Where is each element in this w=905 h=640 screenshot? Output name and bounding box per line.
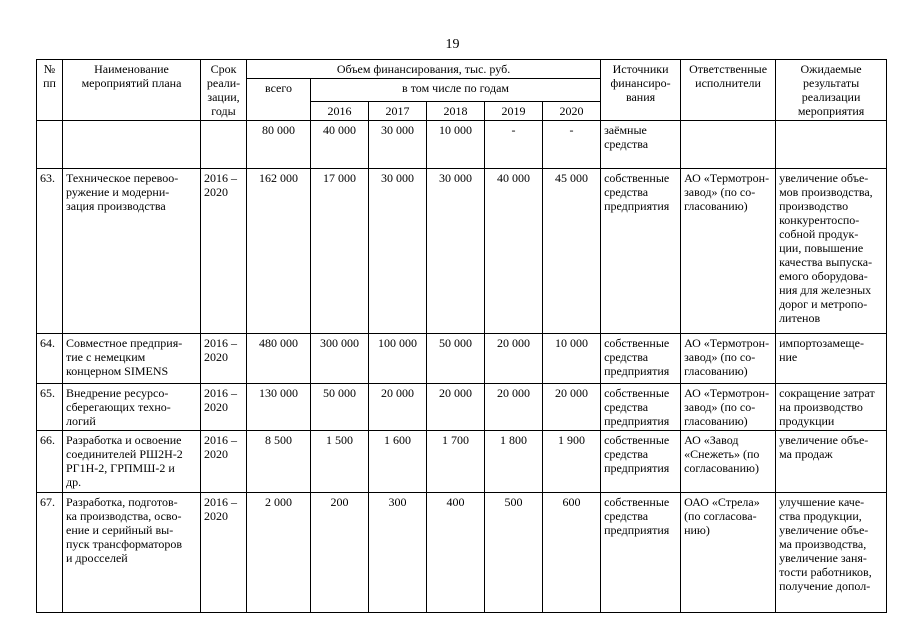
cell-term-line: 2020 xyxy=(204,509,228,523)
cell-executor xyxy=(681,169,776,334)
cell-result-line: ции, повышение xyxy=(779,241,864,255)
cell-term-line: 2016 – xyxy=(204,433,237,447)
cell-2017: 100 000 xyxy=(369,334,427,384)
cell-executor-line: завод» (по со- xyxy=(684,185,756,199)
cell-name-line: ка производства, осво- xyxy=(66,509,182,523)
cell-result xyxy=(776,493,887,613)
cell-result-line: ма продаж xyxy=(779,447,833,461)
cell-2020: - xyxy=(543,121,601,169)
cell-2018: 10 000 xyxy=(427,121,485,169)
cell-name-line: др. xyxy=(66,475,82,489)
table-row xyxy=(37,121,887,169)
cell-result-line: ние xyxy=(779,350,798,364)
cell-2020: 20 000 xyxy=(543,384,601,431)
cell-result-line: ства продукции, xyxy=(779,509,862,523)
cell-2016: 200 xyxy=(311,493,369,613)
cell-source-line: средства xyxy=(604,350,649,364)
cell-name-line: и дросселей xyxy=(66,551,128,565)
cell-2017: 30 000 xyxy=(369,169,427,334)
page-number: 19 xyxy=(445,37,460,52)
cell-result-line: улучшение каче- xyxy=(779,495,865,509)
cell-2019: 40 000 xyxy=(485,169,543,334)
cell-term-line: 2020 xyxy=(204,185,228,199)
cell-name xyxy=(63,431,201,493)
header-year: 2017 xyxy=(369,102,427,121)
cell-total: 130 000 xyxy=(247,384,311,431)
cell-num: 66. xyxy=(37,431,63,493)
cell-executor-line: ОАО «Стрела» xyxy=(684,495,760,509)
cell-result-line: ма производства, xyxy=(779,537,867,551)
cell-executor-line: согласованию) xyxy=(684,461,759,475)
cell-executor-line: АО «Завод xyxy=(684,433,739,447)
cell-total: 162 000 xyxy=(247,169,311,334)
cell-result-line: собной продук- xyxy=(779,227,859,241)
cell-source xyxy=(601,493,681,613)
cell-2019: 500 xyxy=(485,493,543,613)
cell-2018: 50 000 xyxy=(427,334,485,384)
cell-executor-line: «Снежеть» (по xyxy=(684,447,760,461)
cell-source xyxy=(601,121,681,169)
cell-2020: 10 000 xyxy=(543,334,601,384)
table-row xyxy=(37,431,887,493)
cell-total: 480 000 xyxy=(247,334,311,384)
header-num: № пп xyxy=(37,60,63,121)
cell-name-line: соединителей РШ2Н-2 xyxy=(66,447,183,461)
cell-source-line: средства xyxy=(604,137,649,151)
cell-result xyxy=(776,121,887,169)
cell-2016: 50 000 xyxy=(311,384,369,431)
cell-result-line: увеличение объе- xyxy=(779,433,869,447)
cell-result-line: сокращение затрат xyxy=(779,386,875,400)
cell-term xyxy=(201,334,247,384)
header-sources: Источники финансиро-вания xyxy=(601,60,681,121)
header-total: всего xyxy=(247,79,311,121)
cell-result xyxy=(776,169,887,334)
cell-source-line: предприятия xyxy=(604,199,670,213)
cell-result-line: ния для железных xyxy=(779,283,872,297)
cell-result-line: увеличение заня- xyxy=(779,551,867,565)
cell-term-line: 2020 xyxy=(204,350,228,364)
cell-name xyxy=(63,334,201,384)
cell-result-line: дорог и метропо- xyxy=(779,297,868,311)
cell-result-line: качества выпуска- xyxy=(779,255,873,269)
cell-result xyxy=(776,334,887,384)
header-funding: Объем финансирования, тыс. руб. xyxy=(247,60,601,79)
cell-source-line: предприятия xyxy=(604,523,670,537)
cell-name-line: Внедрение ресурсо- xyxy=(66,386,169,400)
cell-name-line: Совместное предприя- xyxy=(66,336,183,350)
cell-2017: 20 000 xyxy=(369,384,427,431)
cell-source-line: собственные xyxy=(604,495,670,509)
cell-term xyxy=(201,384,247,431)
header-year: 2020 xyxy=(543,102,601,121)
cell-term-line: 2020 xyxy=(204,447,228,461)
cell-name-line: РГ1Н-2, ГРПМШ-2 и xyxy=(66,461,175,475)
cell-term xyxy=(201,169,247,334)
cell-term-line: 2020 xyxy=(204,400,228,414)
cell-result-line: на производство xyxy=(779,400,863,414)
cell-executor-line: АО «Термотрон- xyxy=(684,336,770,350)
cell-name-line: ение и серийный вы- xyxy=(66,523,174,537)
cell-2016: 40 000 xyxy=(311,121,369,169)
cell-term-line: 2016 – xyxy=(204,171,237,185)
plan-table xyxy=(36,59,887,613)
cell-result-line: тости работников, xyxy=(779,565,872,579)
cell-name-line: Разработка, подготов- xyxy=(66,495,178,509)
cell-executor-line: (по согласова- xyxy=(684,509,757,523)
cell-source-line: предприятия xyxy=(604,461,670,475)
cell-name xyxy=(63,493,201,613)
cell-result-line: увеличение объе- xyxy=(779,171,869,185)
cell-2019: - xyxy=(485,121,543,169)
cell-source-line: собственные xyxy=(604,171,670,185)
cell-executor xyxy=(681,384,776,431)
header-year: 2016 xyxy=(311,102,369,121)
cell-2019: 20 000 xyxy=(485,384,543,431)
cell-name xyxy=(63,121,201,169)
cell-2019: 1 800 xyxy=(485,431,543,493)
cell-2018: 30 000 xyxy=(427,169,485,334)
cell-2016: 17 000 xyxy=(311,169,369,334)
cell-term-line: 2016 – xyxy=(204,336,237,350)
cell-result-line: литенов xyxy=(779,311,821,325)
cell-source-line: средства xyxy=(604,447,649,461)
cell-result xyxy=(776,431,887,493)
cell-result-line: получение допол- xyxy=(779,579,871,593)
cell-2016: 1 500 xyxy=(311,431,369,493)
cell-source-line: средства xyxy=(604,400,649,414)
cell-executor xyxy=(681,121,776,169)
cell-total: 8 500 xyxy=(247,431,311,493)
cell-2018: 1 700 xyxy=(427,431,485,493)
cell-source-line: собственные xyxy=(604,386,670,400)
cell-name xyxy=(63,169,201,334)
cell-num: 64. xyxy=(37,334,63,384)
table-row xyxy=(37,493,887,613)
cell-2020: 600 xyxy=(543,493,601,613)
cell-result-line: мов производства, xyxy=(779,185,873,199)
cell-executor xyxy=(681,431,776,493)
cell-name-line: ружение и модерни- xyxy=(66,185,170,199)
cell-source-line: средства xyxy=(604,185,649,199)
cell-result xyxy=(776,384,887,431)
cell-name-line: Разработка и освоение xyxy=(66,433,182,447)
table-row xyxy=(37,169,887,334)
cell-num: 63. xyxy=(37,169,63,334)
cell-result-line: продукции xyxy=(779,414,835,428)
cell-name-line: Техническое перевоо- xyxy=(66,171,179,185)
cell-term-line: 2016 – xyxy=(204,386,237,400)
cell-name xyxy=(63,384,201,431)
cell-name-line: пуск трансформаторов xyxy=(66,537,183,551)
cell-2018: 400 xyxy=(427,493,485,613)
cell-result-line: емого оборудова- xyxy=(779,269,868,283)
cell-executor-line: гласованию) xyxy=(684,414,748,428)
table-row xyxy=(37,334,887,384)
header-name: Наименование мероприятий плана xyxy=(63,60,201,121)
cell-num xyxy=(37,121,63,169)
cell-result-line: импортозамеще- xyxy=(779,336,864,350)
cell-executor xyxy=(681,493,776,613)
cell-result-line: производство xyxy=(779,199,849,213)
cell-source-line: собственные xyxy=(604,433,670,447)
header-executors: Ответственные исполнители xyxy=(681,60,776,121)
cell-2016: 300 000 xyxy=(311,334,369,384)
cell-executor-line: АО «Термотрон- xyxy=(684,171,770,185)
table-row xyxy=(37,384,887,431)
cell-2019: 20 000 xyxy=(485,334,543,384)
header-year: 2018 xyxy=(427,102,485,121)
cell-name-line: сберегающих техно- xyxy=(66,400,171,414)
header-year: 2019 xyxy=(485,102,543,121)
header-by-year: в том числе по годам xyxy=(311,79,601,102)
cell-source xyxy=(601,431,681,493)
cell-name-line: зация производства xyxy=(66,199,166,213)
cell-executor-line: завод» (по со- xyxy=(684,350,756,364)
cell-2020: 45 000 xyxy=(543,169,601,334)
cell-source-line: средства xyxy=(604,509,649,523)
cell-num: 65. xyxy=(37,384,63,431)
cell-name-line: концерном SIMENS xyxy=(66,364,169,378)
cell-executor-line: завод» (по со- xyxy=(684,400,756,414)
cell-2017: 1 600 xyxy=(369,431,427,493)
cell-result-line: увеличение объе- xyxy=(779,523,869,537)
cell-source xyxy=(601,384,681,431)
cell-executor-line: гласованию) xyxy=(684,199,748,213)
cell-source-line: собственные xyxy=(604,336,670,350)
cell-source-line: заёмные xyxy=(604,123,647,137)
cell-2020: 1 900 xyxy=(543,431,601,493)
cell-executor-line: гласованию) xyxy=(684,364,748,378)
cell-2017: 30 000 xyxy=(369,121,427,169)
cell-name-line: логий xyxy=(66,414,96,428)
cell-total: 80 000 xyxy=(247,121,311,169)
cell-executor-line: АО «Термотрон- xyxy=(684,386,770,400)
cell-2018: 20 000 xyxy=(427,384,485,431)
cell-term-line: 2016 – xyxy=(204,495,237,509)
cell-result-line: конкурентоспо- xyxy=(779,213,860,227)
cell-total: 2 000 xyxy=(247,493,311,613)
cell-term xyxy=(201,121,247,169)
header-term: Срок реали-зации, годы xyxy=(201,60,247,121)
cell-source xyxy=(601,334,681,384)
header-results: Ожидаемые результаты реализации мероприятия xyxy=(776,60,887,121)
cell-executor-line: нию) xyxy=(684,523,710,537)
cell-source-line: предприятия xyxy=(604,414,670,428)
cell-source xyxy=(601,169,681,334)
cell-term xyxy=(201,431,247,493)
header-row xyxy=(37,60,887,79)
cell-source-line: предприятия xyxy=(604,364,670,378)
cell-term xyxy=(201,493,247,613)
cell-num: 67. xyxy=(37,493,63,613)
cell-executor xyxy=(681,334,776,384)
cell-name-line: тие с немецким xyxy=(66,350,146,364)
cell-2017: 300 xyxy=(369,493,427,613)
